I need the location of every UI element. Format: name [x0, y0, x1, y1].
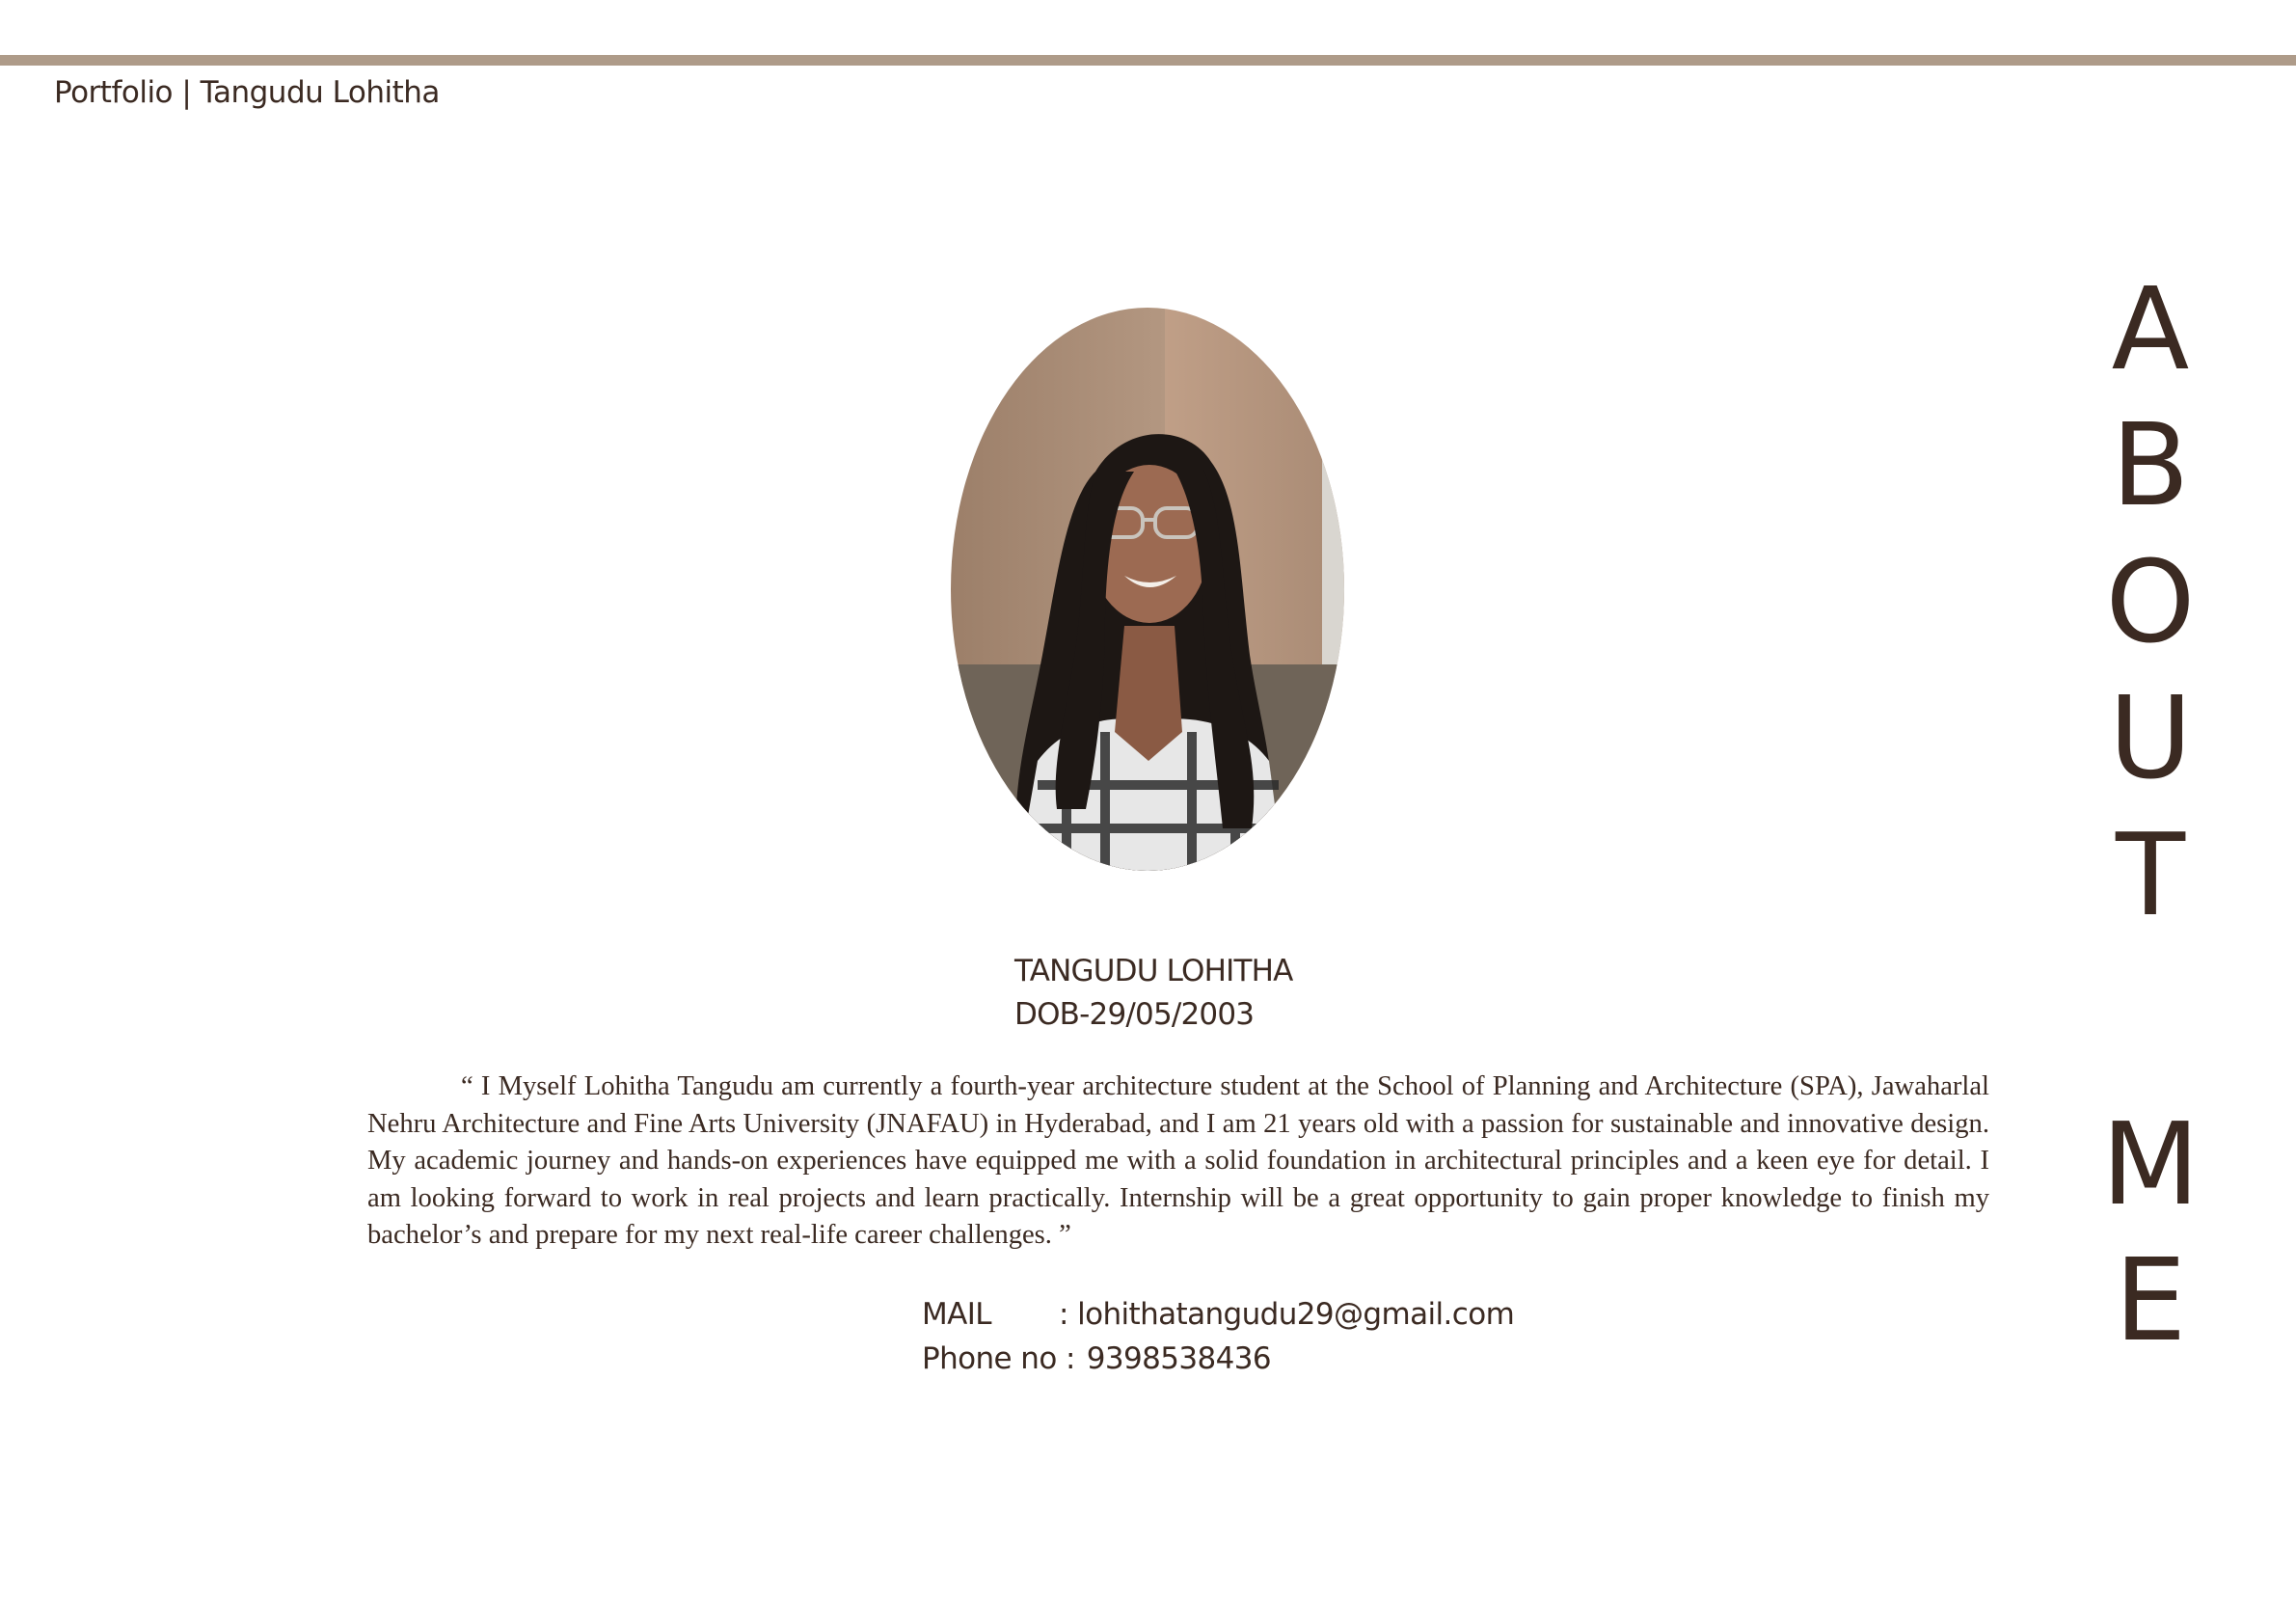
page-header-title: Portfolio | Tangudu Lohitha	[54, 75, 440, 110]
phone-value: 9398538436	[1086, 1341, 1272, 1376]
mail-label: MAIL	[922, 1297, 991, 1332]
profile-photo-illustration	[951, 308, 1344, 871]
vertical-title-letter: T	[2115, 808, 2186, 941]
vertical-title-letter: E	[2114, 1233, 2187, 1366]
profile-name: TANGUDU LOHITHA	[1014, 954, 1293, 988]
bio-paragraph: “ I Myself Lohitha Tangudu am currently a fourth-year architecture student at the School of Planning and Architecture (SPA), Jawaharlal Nehru Architecture and Fine Arts University (JNAFAU) in Hyderabad, and I am 21 years old with a passion for sustainable and innovative design. My academic journey and hands-on experiences have equipped me with a solid foundation in architectural principles and a keen eye for detail. I am looking forward to work in real projects and learn practically. Internship will be a great opportunity to gain proper knowledge to finish my bachelor’s and prepare for my next real-life career challenges. ”	[367, 1071, 1989, 1250]
vertical-title-letter: O	[2105, 535, 2196, 668]
profile-dob: DOB-29/05/2003	[1014, 997, 1255, 1032]
profile-details	[1014, 950, 1293, 1037]
vertical-title-letter: A	[2111, 262, 2190, 395]
phone-label: Phone no :	[922, 1341, 1075, 1376]
contact-mail-row	[922, 1292, 1514, 1337]
profile-photo	[951, 308, 1344, 871]
vertical-title-letter: B	[2111, 398, 2190, 531]
header-accent-rule	[0, 55, 2296, 66]
mail-value: : lohithatangudu29@gmail.com	[1059, 1297, 1515, 1332]
contact-phone-row	[922, 1337, 1514, 1381]
contact-details	[922, 1292, 1514, 1381]
vertical-title-letter: M	[2101, 1097, 2200, 1231]
vertical-title-letter: U	[2108, 671, 2193, 804]
